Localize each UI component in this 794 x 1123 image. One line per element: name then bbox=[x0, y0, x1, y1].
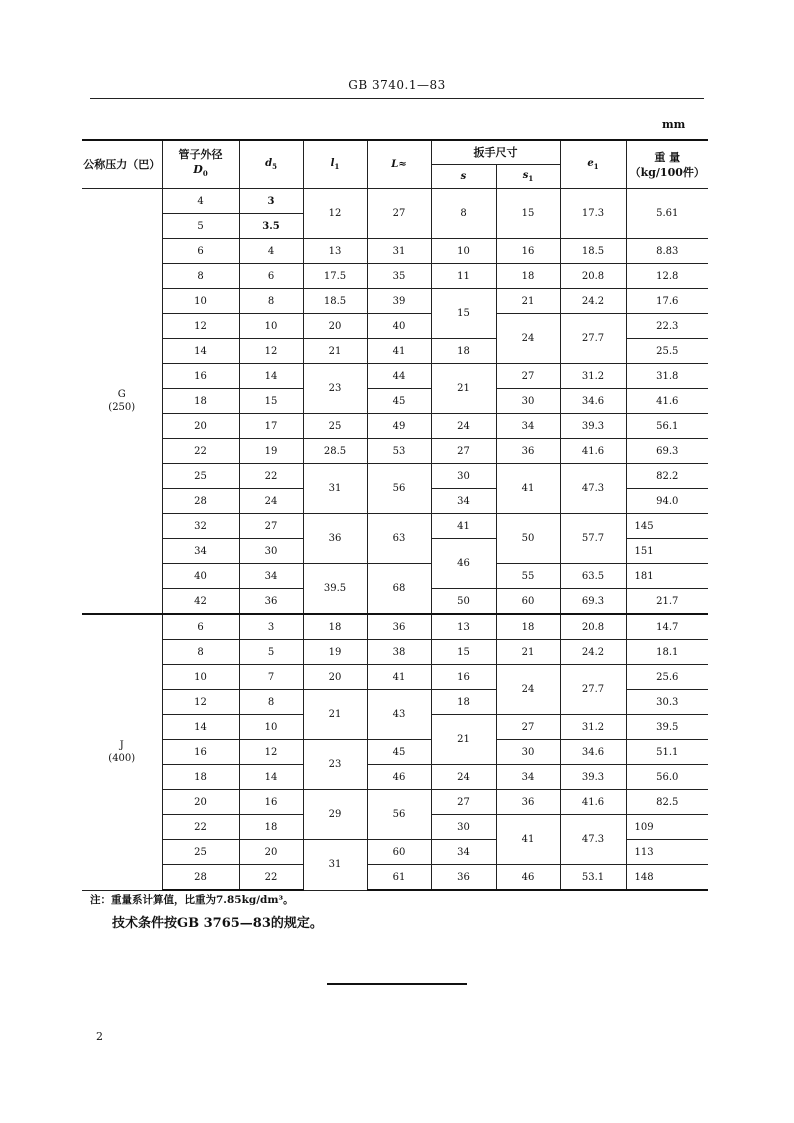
cell-s1: 60 bbox=[496, 589, 560, 615]
cell-s: 15 bbox=[431, 289, 496, 339]
cell-weight: 145 bbox=[626, 514, 708, 539]
header-s1 bbox=[496, 165, 560, 189]
cell-e1: 53.1 bbox=[560, 865, 626, 891]
cell-d5: 4 bbox=[239, 239, 303, 264]
cell-d5: 12 bbox=[239, 740, 303, 765]
cell-d5: 20 bbox=[239, 840, 303, 865]
cell-s1: 36 bbox=[496, 439, 560, 464]
cell-s1: 24 bbox=[496, 665, 560, 715]
header-d5-symbol: d bbox=[265, 158, 273, 169]
cell-L: 36 bbox=[367, 614, 431, 640]
cell-weight: 39.5 bbox=[626, 715, 708, 740]
group-g-pressure: (250) bbox=[108, 402, 136, 413]
cell-d0: 18 bbox=[162, 765, 239, 790]
header-weight bbox=[626, 140, 708, 189]
cell-weight: 31.8 bbox=[626, 364, 708, 389]
cell-d5: 36 bbox=[239, 589, 303, 615]
header-s1-sub: 1 bbox=[528, 174, 534, 183]
cell-l1: 12 bbox=[303, 189, 367, 239]
cell-weight: 22.3 bbox=[626, 314, 708, 339]
cell-d5: 3 bbox=[239, 189, 303, 214]
cell-d0: 8 bbox=[162, 264, 239, 289]
cell-d0: 16 bbox=[162, 740, 239, 765]
cell-weight: 8.83 bbox=[626, 239, 708, 264]
cell-weight: 109 bbox=[626, 815, 708, 840]
cell-d0: 40 bbox=[162, 564, 239, 589]
cell-s1: 18 bbox=[496, 264, 560, 289]
group-j-pressure: (400) bbox=[108, 753, 136, 765]
cell-e1: 34.6 bbox=[560, 389, 626, 414]
cell-d0: 16 bbox=[162, 364, 239, 389]
table-row bbox=[82, 189, 708, 214]
cell-d5: 16 bbox=[239, 790, 303, 815]
cell-L: 45 bbox=[367, 389, 431, 414]
table-row bbox=[82, 765, 708, 790]
cell-L: 49 bbox=[367, 414, 431, 439]
cell-d0: 25 bbox=[162, 464, 239, 489]
cell-s: 21 bbox=[431, 364, 496, 414]
cell-d5: 30 bbox=[239, 539, 303, 564]
cell-s: 11 bbox=[431, 264, 496, 289]
cell-e1: 27.7 bbox=[560, 665, 626, 715]
cell-s1: 41 bbox=[496, 815, 560, 865]
table-row bbox=[82, 239, 708, 264]
cell-weight: 17.6 bbox=[626, 289, 708, 314]
cell-l1: 21 bbox=[303, 690, 367, 740]
cell-s1: 30 bbox=[496, 740, 560, 765]
cell-weight: 56.1 bbox=[626, 414, 708, 439]
cell-s1: 24 bbox=[496, 314, 560, 364]
cell-weight: 21.7 bbox=[626, 589, 708, 615]
cell-weight: 94.0 bbox=[626, 489, 708, 514]
cell-s1: 50 bbox=[496, 514, 560, 564]
cell-d0: 22 bbox=[162, 439, 239, 464]
cell-d0: 28 bbox=[162, 489, 239, 514]
cell-weight: 69.3 bbox=[626, 439, 708, 464]
cell-s: 27 bbox=[431, 790, 496, 815]
cell-L: 41 bbox=[367, 665, 431, 690]
cell-weight: 82.2 bbox=[626, 464, 708, 489]
cell-s: 30 bbox=[431, 464, 496, 489]
cell-d0: 14 bbox=[162, 715, 239, 740]
cell-l1: 23 bbox=[303, 740, 367, 790]
cell-d5: 10 bbox=[239, 715, 303, 740]
cell-s1: 30 bbox=[496, 389, 560, 414]
cell-e1: 17.3 bbox=[560, 189, 626, 239]
cell-e1: 69.3 bbox=[560, 589, 626, 615]
group-g-code: G bbox=[117, 389, 126, 400]
header-pressure bbox=[82, 140, 162, 189]
cell-weight: 41.6 bbox=[626, 389, 708, 414]
cell-e1: 31.2 bbox=[560, 364, 626, 389]
header-l1 bbox=[303, 140, 367, 189]
table-row bbox=[82, 665, 708, 690]
cell-weight: 113 bbox=[626, 840, 708, 865]
cell-s: 15 bbox=[431, 640, 496, 665]
cell-l1: 28.5 bbox=[303, 439, 367, 464]
table-row bbox=[82, 740, 708, 765]
cell-s: 30 bbox=[431, 815, 496, 840]
cell-s: 50 bbox=[431, 589, 496, 615]
cell-e1: 34.6 bbox=[560, 740, 626, 765]
cell-d5: 8 bbox=[239, 690, 303, 715]
table-row bbox=[82, 389, 708, 414]
cell-L: 41 bbox=[367, 339, 431, 364]
cell-s1: 21 bbox=[496, 289, 560, 314]
cell-weight: 25.6 bbox=[626, 665, 708, 690]
cell-d0: 12 bbox=[162, 690, 239, 715]
cell-s: 24 bbox=[431, 414, 496, 439]
cell-l1: 36 bbox=[303, 514, 367, 564]
cell-l1: 39.5 bbox=[303, 564, 367, 615]
cell-d5: 24 bbox=[239, 489, 303, 514]
cell-weight: 82.5 bbox=[626, 790, 708, 815]
cell-s1: 41 bbox=[496, 464, 560, 514]
cell-s: 36 bbox=[431, 865, 496, 891]
cell-l1: 21 bbox=[303, 339, 367, 364]
cell-s1: 21 bbox=[496, 640, 560, 665]
cell-d0: 22 bbox=[162, 815, 239, 840]
cell-d0: 34 bbox=[162, 539, 239, 564]
cell-l1: 18.5 bbox=[303, 289, 367, 314]
cell-s1: 27 bbox=[496, 715, 560, 740]
cell-e1: 24.2 bbox=[560, 640, 626, 665]
header-e1 bbox=[560, 140, 626, 189]
cell-weight: 30.3 bbox=[626, 690, 708, 715]
cell-weight: 148 bbox=[626, 865, 708, 891]
table-row bbox=[82, 414, 708, 439]
cell-L: 27 bbox=[367, 189, 431, 239]
group-j-label bbox=[82, 614, 162, 890]
cell-l1: 31 bbox=[303, 840, 367, 891]
cell-l1: 17.5 bbox=[303, 264, 367, 289]
cell-L: 61 bbox=[367, 865, 431, 891]
cell-s1: 46 bbox=[496, 865, 560, 891]
cell-e1: 41.6 bbox=[560, 439, 626, 464]
cell-d0: 28 bbox=[162, 865, 239, 891]
cell-L: 35 bbox=[367, 264, 431, 289]
cell-s: 16 bbox=[431, 665, 496, 690]
cell-l1: 29 bbox=[303, 790, 367, 840]
unit-label: mm bbox=[662, 118, 686, 131]
cell-e1: 20.8 bbox=[560, 264, 626, 289]
cell-d0: 8 bbox=[162, 640, 239, 665]
cell-weight: 12.8 bbox=[626, 264, 708, 289]
cell-weight: 5.61 bbox=[626, 189, 708, 239]
cell-e1: 63.5 bbox=[560, 564, 626, 589]
header-weight-text: 重 量 bbox=[654, 150, 681, 164]
cell-e1: 47.3 bbox=[560, 464, 626, 514]
cell-s: 18 bbox=[431, 339, 496, 364]
cell-s: 10 bbox=[431, 239, 496, 264]
cell-s1: 18 bbox=[496, 614, 560, 640]
header-wrench-size: 扳手尺寸 bbox=[431, 140, 560, 165]
cell-e1: 20.8 bbox=[560, 614, 626, 640]
cell-d5: 6 bbox=[239, 264, 303, 289]
cell-d5: 3.5 bbox=[239, 214, 303, 239]
cell-L: 43 bbox=[367, 690, 431, 740]
cell-d5: 19 bbox=[239, 439, 303, 464]
cell-l1: 19 bbox=[303, 640, 367, 665]
page-number: 2 bbox=[96, 1030, 103, 1043]
table-row bbox=[82, 364, 708, 389]
cell-e1: 39.3 bbox=[560, 414, 626, 439]
cell-d0: 4 bbox=[162, 189, 239, 214]
cell-s: 18 bbox=[431, 690, 496, 715]
cell-d0: 14 bbox=[162, 339, 239, 364]
cell-d5: 18 bbox=[239, 815, 303, 840]
cell-d0: 12 bbox=[162, 314, 239, 339]
cell-d5: 22 bbox=[239, 464, 303, 489]
table-row bbox=[82, 614, 708, 640]
cell-e1: 39.3 bbox=[560, 765, 626, 790]
cell-s1: 55 bbox=[496, 564, 560, 589]
cell-d5: 17 bbox=[239, 414, 303, 439]
technical-conditions-note: 技术条件按GB 3765—83的规定。 bbox=[112, 916, 323, 931]
header-L bbox=[367, 140, 431, 189]
cell-l1: 31 bbox=[303, 464, 367, 514]
header-L-symbol: L≈ bbox=[391, 159, 407, 170]
cell-d5: 7 bbox=[239, 665, 303, 690]
cell-weight: 181 bbox=[626, 564, 708, 589]
table-row bbox=[82, 564, 708, 589]
cell-L: 63 bbox=[367, 514, 431, 564]
table-row bbox=[82, 464, 708, 489]
cell-d0: 20 bbox=[162, 790, 239, 815]
cell-s: 13 bbox=[431, 614, 496, 640]
table-footnote: 注：重量系计算值，比重为7.85kg/dm³。 bbox=[90, 894, 294, 906]
table-row bbox=[82, 439, 708, 464]
cell-weight: 151 bbox=[626, 539, 708, 564]
header-weight-unit: （kg/100件） bbox=[629, 165, 705, 179]
header-l1-symbol: l bbox=[330, 158, 335, 169]
cell-s1: 34 bbox=[496, 765, 560, 790]
cell-e1: 24.2 bbox=[560, 289, 626, 314]
cell-e1: 31.2 bbox=[560, 715, 626, 740]
header-e1-symbol: e bbox=[587, 158, 594, 169]
table-row bbox=[82, 289, 708, 314]
end-rule bbox=[327, 983, 467, 985]
cell-s1: 34 bbox=[496, 414, 560, 439]
header-e1-sub: 1 bbox=[593, 162, 599, 171]
cell-L: 68 bbox=[367, 564, 431, 615]
cell-d0: 20 bbox=[162, 414, 239, 439]
cell-d0: 5 bbox=[162, 214, 239, 239]
cell-L: 56 bbox=[367, 790, 431, 840]
cell-d5: 8 bbox=[239, 289, 303, 314]
cell-s: 46 bbox=[431, 539, 496, 589]
cell-d0: 25 bbox=[162, 840, 239, 865]
header-l1-sub: 1 bbox=[334, 162, 340, 171]
cell-s: 41 bbox=[431, 514, 496, 539]
cell-d5: 15 bbox=[239, 389, 303, 414]
cell-s1: 27 bbox=[496, 364, 560, 389]
cell-weight: 18.1 bbox=[626, 640, 708, 665]
cell-weight: 56.0 bbox=[626, 765, 708, 790]
cell-d5: 5 bbox=[239, 640, 303, 665]
document-header: GB 3740.1—83 bbox=[348, 78, 446, 92]
cell-L: 38 bbox=[367, 640, 431, 665]
cell-L: 60 bbox=[367, 840, 431, 865]
cell-d0: 32 bbox=[162, 514, 239, 539]
header-row-1 bbox=[82, 140, 708, 165]
header-s1-symbol: s bbox=[522, 170, 529, 181]
cell-d5: 12 bbox=[239, 339, 303, 364]
cell-L: 56 bbox=[367, 464, 431, 514]
cell-d5: 3 bbox=[239, 614, 303, 640]
header-od-text: 管子外径 bbox=[178, 148, 223, 162]
group-g-label bbox=[82, 189, 162, 615]
cell-d0: 42 bbox=[162, 589, 239, 615]
header-s-symbol: s bbox=[460, 171, 467, 182]
header-outer-diameter bbox=[162, 140, 239, 189]
cell-s: 34 bbox=[431, 489, 496, 514]
cell-L: 40 bbox=[367, 314, 431, 339]
cell-s: 27 bbox=[431, 439, 496, 464]
table-row bbox=[82, 314, 708, 339]
cell-d0: 10 bbox=[162, 289, 239, 314]
cell-s: 34 bbox=[431, 840, 496, 865]
dimension-table bbox=[82, 139, 708, 891]
table-row bbox=[82, 790, 708, 815]
cell-d5: 14 bbox=[239, 765, 303, 790]
table-row bbox=[82, 865, 708, 891]
cell-d0: 6 bbox=[162, 614, 239, 640]
table-row bbox=[82, 640, 708, 665]
cell-d5: 34 bbox=[239, 564, 303, 589]
cell-s: 8 bbox=[431, 189, 496, 239]
cell-l1: 20 bbox=[303, 314, 367, 339]
cell-L: 45 bbox=[367, 740, 431, 765]
cell-e1: 41.6 bbox=[560, 790, 626, 815]
cell-l1: 18 bbox=[303, 614, 367, 640]
header-rule bbox=[90, 98, 704, 99]
cell-d0: 6 bbox=[162, 239, 239, 264]
cell-L: 46 bbox=[367, 765, 431, 790]
cell-weight: 14.7 bbox=[626, 614, 708, 640]
cell-d5: 27 bbox=[239, 514, 303, 539]
group-j-code: J bbox=[119, 740, 124, 752]
cell-l1: 20 bbox=[303, 665, 367, 690]
header-d5-sub: 5 bbox=[272, 162, 277, 171]
cell-d5: 10 bbox=[239, 314, 303, 339]
cell-s1: 36 bbox=[496, 790, 560, 815]
cell-e1: 47.3 bbox=[560, 815, 626, 865]
cell-s1: 16 bbox=[496, 239, 560, 264]
header-od-sub: 0 bbox=[202, 169, 208, 179]
header-od-symbol: D bbox=[193, 163, 203, 177]
cell-L: 53 bbox=[367, 439, 431, 464]
cell-e1: 57.7 bbox=[560, 514, 626, 564]
table-row bbox=[82, 264, 708, 289]
header-pressure-text: 公称压力（巴） bbox=[83, 158, 161, 171]
header-d5 bbox=[239, 140, 303, 189]
cell-d5: 14 bbox=[239, 364, 303, 389]
cell-d0: 18 bbox=[162, 389, 239, 414]
cell-e1: 27.7 bbox=[560, 314, 626, 364]
cell-l1: 25 bbox=[303, 414, 367, 439]
cell-weight: 51.1 bbox=[626, 740, 708, 765]
cell-e1: 18.5 bbox=[560, 239, 626, 264]
cell-l1: 13 bbox=[303, 239, 367, 264]
cell-s: 21 bbox=[431, 715, 496, 765]
cell-L: 31 bbox=[367, 239, 431, 264]
table-row bbox=[82, 514, 708, 539]
cell-L: 44 bbox=[367, 364, 431, 389]
cell-d0: 10 bbox=[162, 665, 239, 690]
cell-s: 24 bbox=[431, 765, 496, 790]
cell-d5: 22 bbox=[239, 865, 303, 891]
header-s bbox=[431, 165, 496, 189]
cell-weight: 25.5 bbox=[626, 339, 708, 364]
cell-s1: 15 bbox=[496, 189, 560, 239]
cell-l1: 23 bbox=[303, 364, 367, 414]
cell-L: 39 bbox=[367, 289, 431, 314]
